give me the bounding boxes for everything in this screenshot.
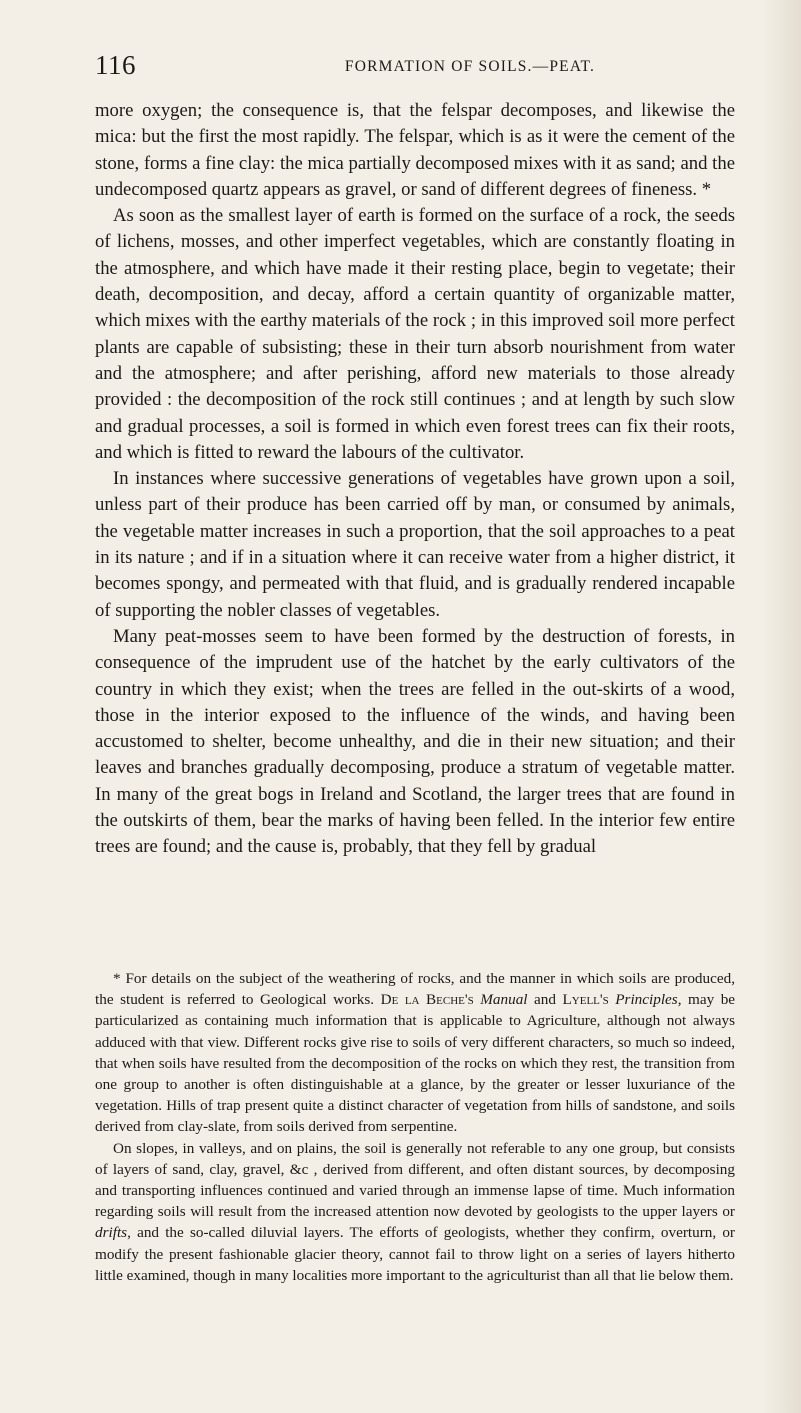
author-lyell: Lyell's (562, 991, 609, 1009)
title-principles: Principles (615, 991, 678, 1009)
paragraph-2: As soon as the smallest layer of earth is formed on the surface of a rock, the seeds of lichens, mosses, and other imperfect vegetables, which are constantly floating in the atmosphere, and which have made it their resting place, begin to vegetate; their death, decomposition, and decay, afford a certain quantity of organizable matter, which mixes with the earthy materials of the rock ; in this improved soil more perfect plants are capable of subsisting; these in their turn absorb nourishment from water and the atmosphere; and after perishing, afford new materials to those already provided : the decomposition of the rock still continues ; and at length by such slow and gradual processes, a soil is formed in which even forest trees can fix their roots, and which is fitted to reward the labours of the cultivator. (95, 205, 735, 463)
title-manual: Manual (480, 991, 528, 1009)
paragraph-1: more oxygen; the consequence is, that the felspar decomposes, and likewise the mica: but the first the most rapidly. The felspar, which is as it were the cement of the stone, forms a fine clay: the mica partially decomposed mixes with it as sand; and the undecomposed quartz appears as gravel, or sand of different degrees of fineness. * (95, 100, 735, 200)
footnote-text: and (527, 991, 563, 1009)
paragraph-3: In instances where successive generations of vegetables have grown upon a soil, unless part of their produce has been carried off by man, or consumed by animals, the vegetable matter increases in such a proportion, that the soil approaches to a peat in its nature ; and if in a situation where it can receive water from a higher district, it becomes spongy, and permeated with that fluid, and is gradually rendered incapable of supporting the nobler classes of vegetables. (95, 468, 735, 621)
page-header (95, 52, 735, 86)
footnote-text: On slopes, in valleys, and on plains, the soil is generally not referable to any one group, but consists of layers of sand, clay, gravel, &c , derived from different, and often distant sources, by decomposing and transporting influences continued and varied through an immense lapse of time. Much information regarding soils will result from the increased attention now devoted by geologists to the upper layers or (95, 1139, 735, 1221)
main-text (95, 98, 735, 861)
footnote-paragraph-2 (95, 1138, 735, 1286)
footnote-paragraph-1 (95, 968, 735, 1138)
page-number: 116 (95, 50, 136, 80)
footnote-text: , may be particularized as containing much information that is applicable to Agriculture, although not always adduced with that view. Different rocks give rise to soils of very different characters, so much so indeed, that when soils have resulted from the decomposition of the rocks on which they rest, the transition from one group to another is often distinguishable at a glance, by the greater or lesser luxuriance of the vegetation. Hills of trap present quite a distinct character of vegetation from hills of sandstone, and soils derived from clay-slate, from soils derived from serpentine. (95, 991, 736, 1136)
footnote (95, 968, 735, 1286)
paragraph-4: Many peat-mosses seem to have been formed by the destruction of forests, in consequence of the imprudent use of the hatchet by the early cultivators of the country in which they exist; when the trees are felled in the out-skirts of a wood, those in the interior exposed to the influence of the winds, and having been accustomed to shelter, become unhealthy, and die in their new situation; and their leaves and branches gradually decomposing, produce a stratum of vegetable matter. In many of the great bogs in Ireland and Scotland, the larger trees that are found in the outskirts of them, bear the marks of having been felled. In the interior few entire trees are found; and the cause is, probably, that they fell by gradual (95, 625, 735, 858)
running-head: FORMATION OF SOILS.—PEAT. (344, 58, 596, 75)
author-de-la-beche: De la Beche's (380, 991, 474, 1009)
footnote-text: , and the so-called diluvial layers. The efforts of geologists, whether they confirm, overturn, or modify the present fashionable glacier theory, cannot fail to throw light on a series of layers hitherto little examined, though in many localities more important to the agriculturist than all that lie below them. (95, 1224, 735, 1284)
page-edge-shadow (763, 0, 801, 1413)
term-drifts: drifts (95, 1224, 128, 1242)
footnote-text: * For details on the subject of the weathering of rocks, and the manner in which soils are produced, the student is referred to Geological works. (95, 970, 735, 1009)
